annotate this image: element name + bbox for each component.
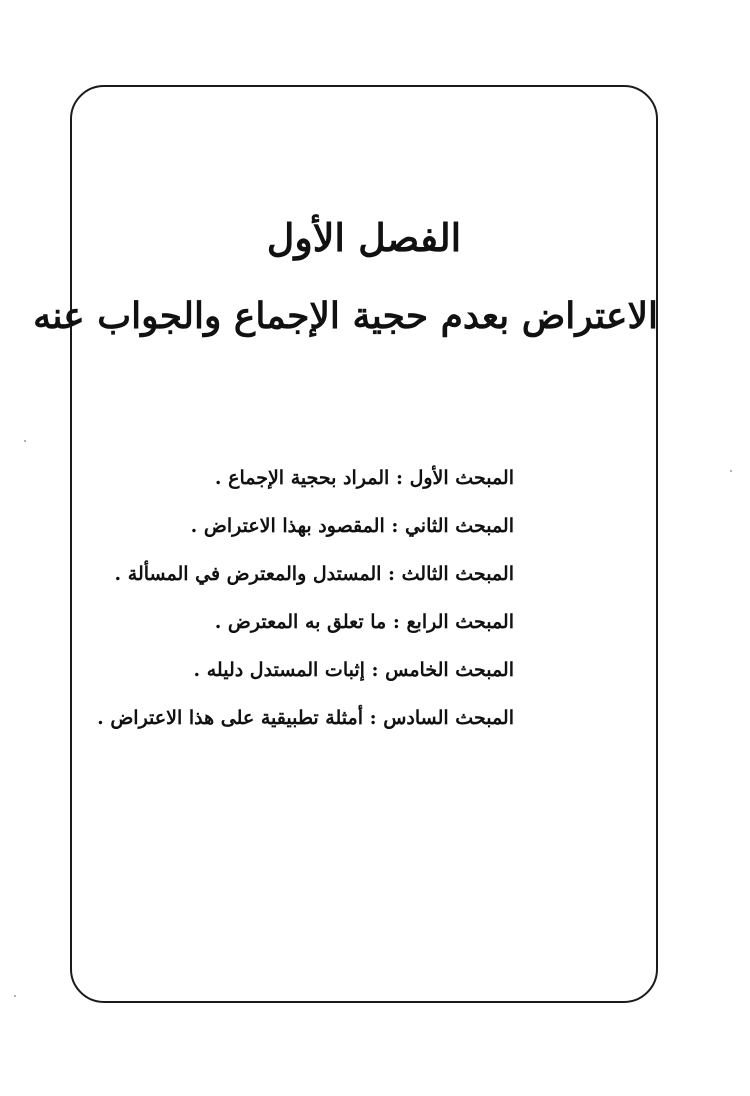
chapter-title: الفصل الأول: [266, 215, 462, 260]
section-item-1: المبحث الأول : المراد بحجية الإجماع .: [214, 467, 514, 489]
section-item-3: المبحث الثالث : المستدل والمعترض في المسألة .: [114, 563, 514, 585]
scan-speck: [14, 995, 16, 997]
chapter-subtitle: الاعتراض بعدم حجية الإجماع والجواب عنه: [33, 295, 658, 337]
scan-speck: [24, 440, 26, 442]
scan-speck: [730, 470, 732, 472]
section-item-5: المبحث الخامس : إثبات المستدل دليله .: [193, 659, 514, 681]
section-item-4: المبحث الرابع : ما تعلق به المعترض .: [214, 611, 514, 633]
section-list: [94, 458, 514, 746]
section-item-2: المبحث الثاني : المقصود بهذا الاعتراض .: [190, 515, 514, 537]
section-item-6: المبحث السادس : أمثلة تطبيقية على هذا الاعتراض .: [97, 707, 514, 729]
